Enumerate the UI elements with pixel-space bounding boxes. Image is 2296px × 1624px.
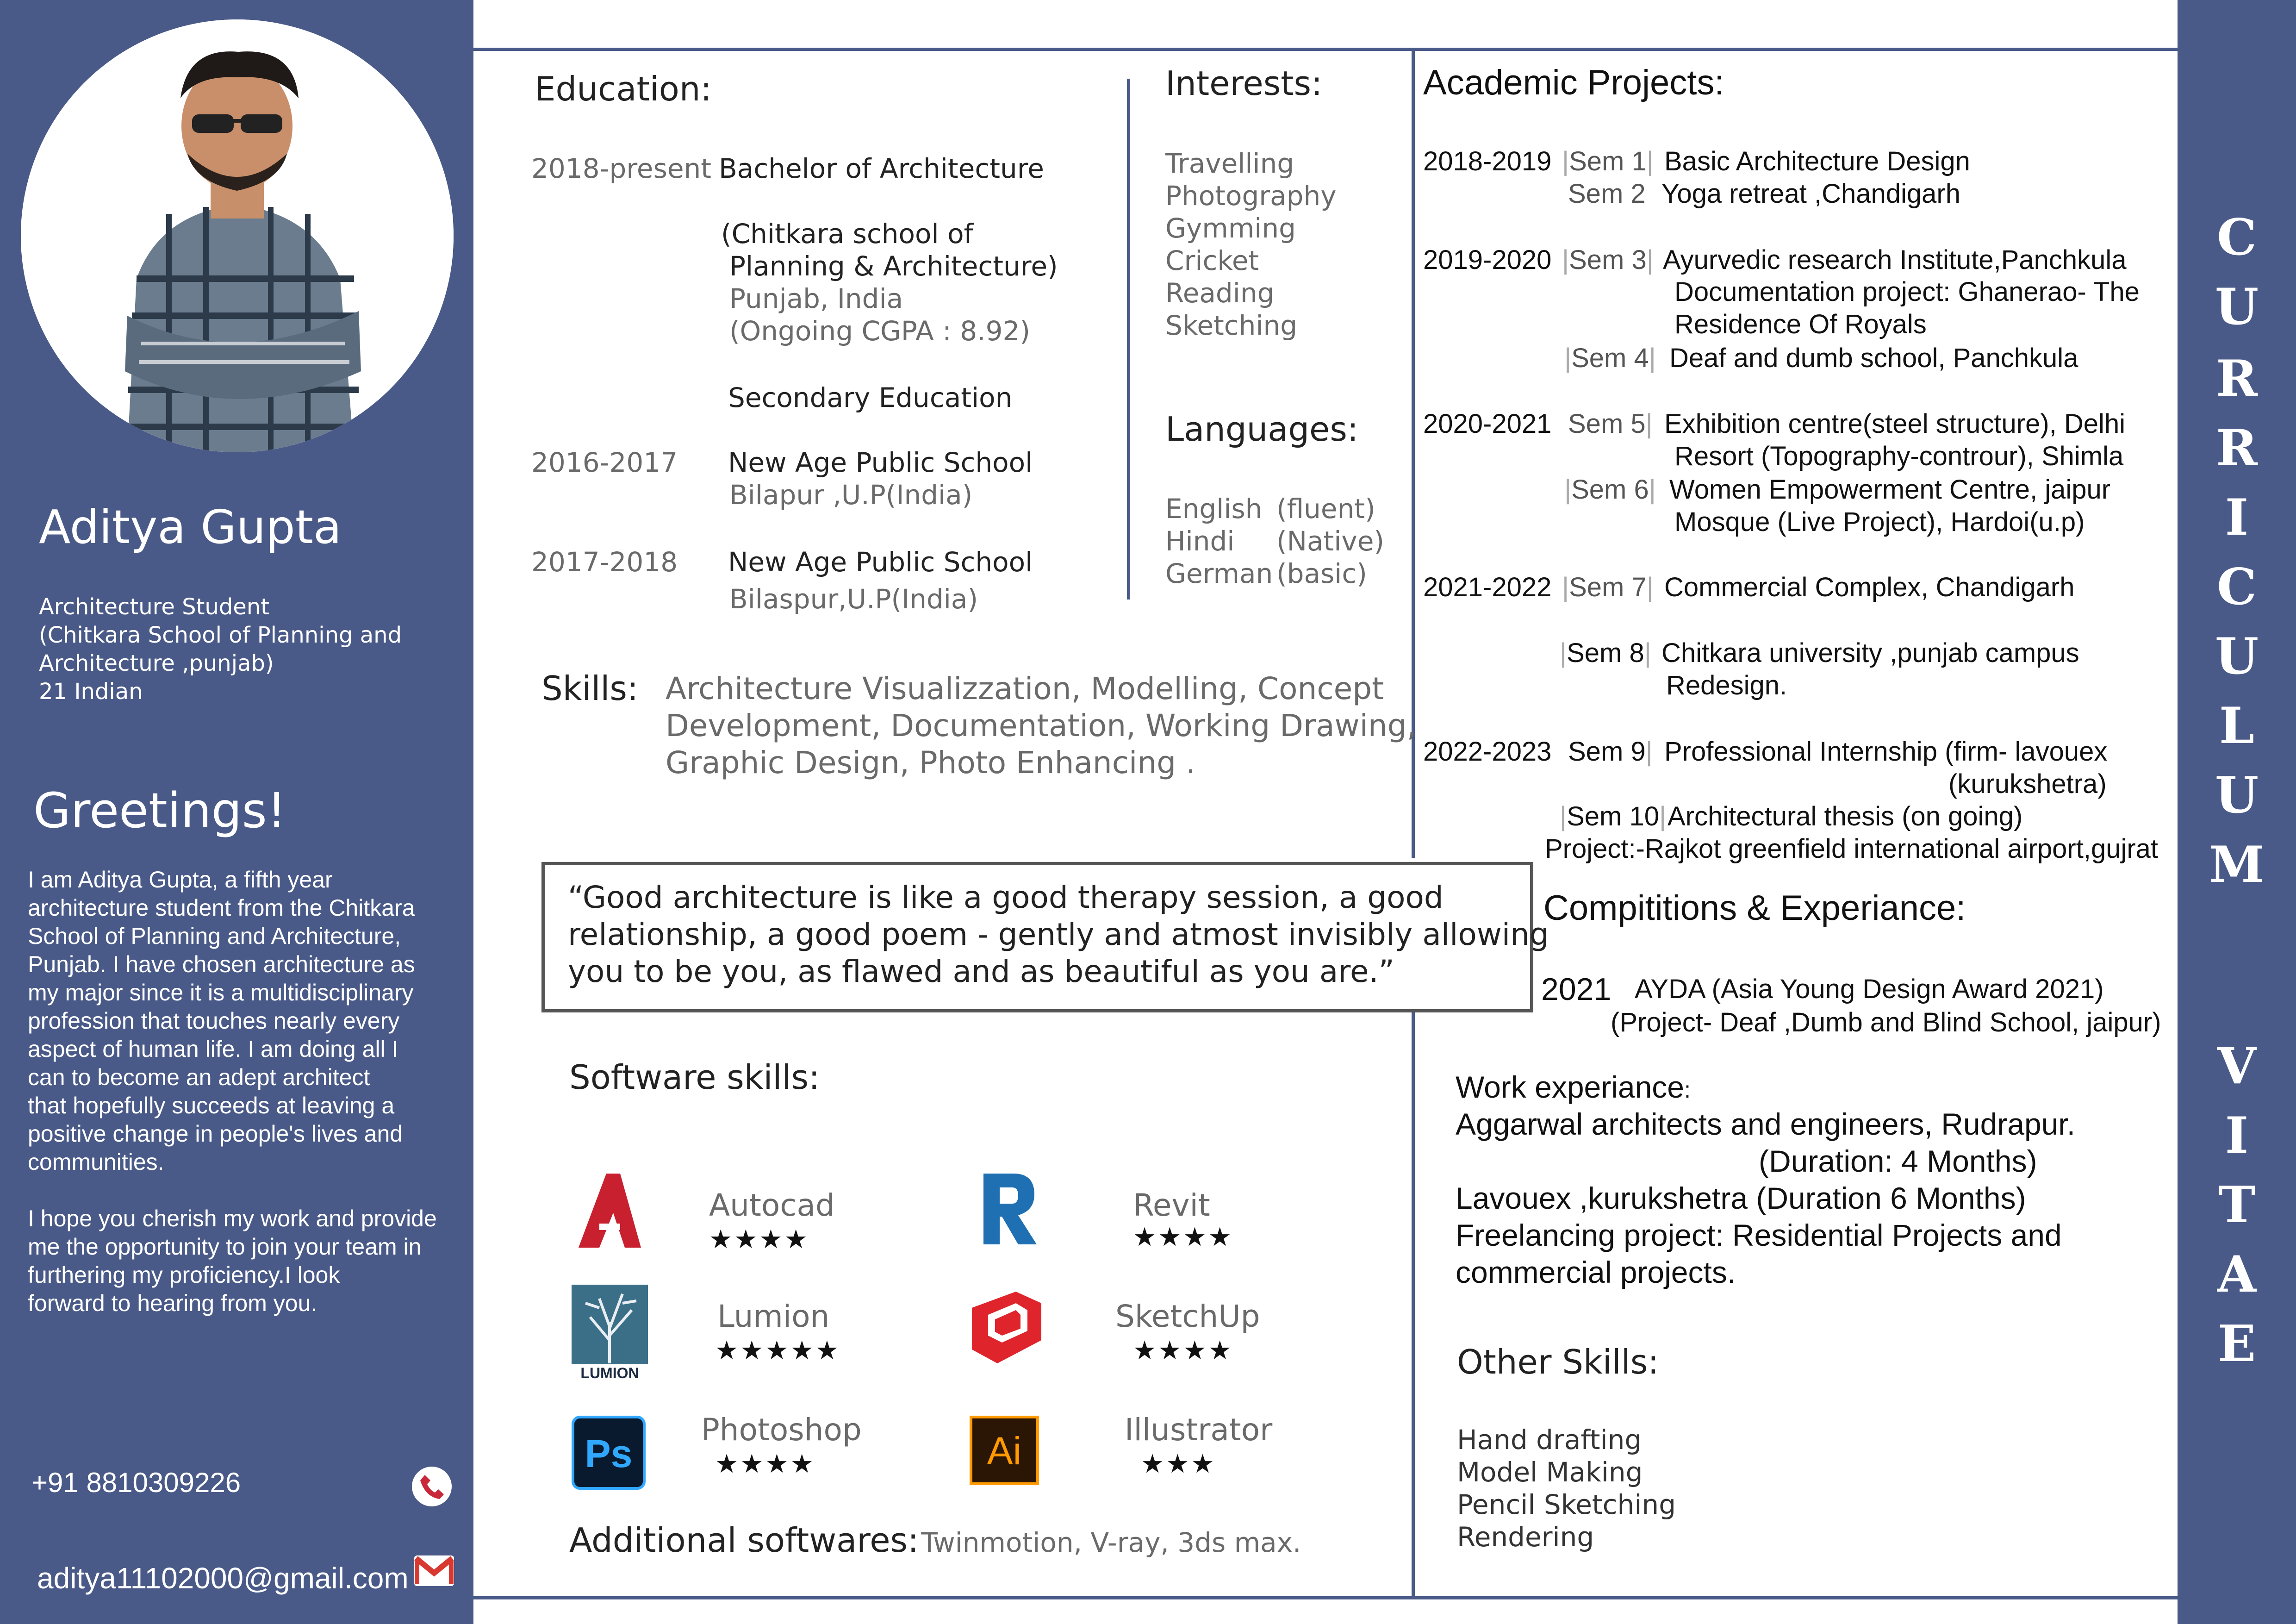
subtitle-line: 21 Indian (39, 679, 143, 705)
list-item: Model Making (1457, 1456, 1643, 1488)
quote-line: you to be you, as flawed and as beautiful as you are.” (568, 954, 1394, 989)
rating-stars: ★★★ (1141, 1449, 1216, 1479)
education-location: Bilapur ,U.P(India) (729, 479, 973, 511)
list-item: Pencil Sketching (1457, 1489, 1676, 1520)
project-name: Chitkara university ,punjab campus (1661, 638, 2079, 668)
additional-softwares: Additional softwares: Twinmotion, V-ray, 3ds max. (569, 1521, 1301, 1560)
software-name: Illustrator (1125, 1412, 1273, 1448)
list-item: German (basic) (1165, 558, 1367, 589)
rating-stars: ★★★★ (715, 1449, 815, 1479)
title-letter: A (2217, 1245, 2256, 1304)
skills-list: Architecture Visualizzation, Modelling, Concept Development, Documentation, Working Drawing, Graphic Design, Photo Enhancing . (666, 671, 1417, 781)
title-letter: M (2209, 836, 2265, 894)
rating-stars: ★★★★ (1133, 1336, 1233, 1366)
competition-project: (Project- Deaf ,Dumb and Blind School, jaipur) (1611, 1007, 2161, 1037)
semester-label: |Sem 7| (1562, 572, 1654, 602)
quote-box (541, 862, 1549, 1012)
work-experience-title: Work experiance: (1456, 1070, 1691, 1104)
lumion-icon: LUMION (572, 1285, 648, 1382)
rating-stars: ★★★★★ (715, 1336, 841, 1366)
top-border (473, 48, 2178, 51)
other-skills-list (1457, 1424, 1676, 1553)
project-name: Women Empowerment Centre, jaipur (1669, 475, 2111, 505)
title-letter: E (2217, 1315, 2256, 1373)
phone-number[interactable]: +91 8810309226 (31, 1467, 241, 1498)
work-line: commercial projects. (1456, 1255, 1736, 1289)
project-year: 2018-2019 (1423, 146, 1552, 176)
subtitle-line: Architecture Student (39, 594, 270, 620)
email-icon (414, 1555, 454, 1586)
software-name: Autocad (709, 1187, 835, 1223)
project-name: Commercial Complex, Chandigarh (1664, 572, 2075, 602)
project-name: Exhibition centre(steel structure), Delhi (1664, 409, 2126, 439)
title-letter: V (2217, 1037, 2256, 1095)
list-item: Hand drafting (1457, 1424, 1642, 1455)
education-year: 2017-2018 (531, 546, 678, 578)
greeting-title: Greetings! (33, 782, 286, 839)
column-divider (1412, 1005, 1415, 1599)
semester-label: |Sem 4| (1564, 343, 1656, 373)
education-location: Punjab, India (Ongoing CGPA : 8.92) (729, 283, 1031, 347)
education-degree: Bachelor of Architecture (719, 153, 1044, 184)
semester-label: Sem 5| (1568, 409, 1653, 439)
thesis-project: Project:-Rajkot greenfield international airport,gujrat (1545, 834, 2159, 864)
project-name: Documentation project: Ghanerao- The Residence Of Royals (1674, 277, 2140, 339)
education-title: Education: (535, 69, 712, 108)
rating-stars: ★★★★ (1133, 1222, 1233, 1252)
software-skills-title: Software skills: (569, 1058, 820, 1097)
project-name: Professional Internship (firm- lavouex (1664, 737, 2108, 767)
semester-label: |Sem 10| (1560, 801, 1667, 831)
project-name: Resort (Topography-controur), Shimla (1674, 441, 2124, 471)
person-avatar-icon (21, 19, 454, 452)
software-name: Revit (1133, 1187, 1210, 1223)
project-name: Architectural thesis (on going) (1668, 801, 2023, 831)
skills-label: Skills: (541, 669, 639, 708)
photoshop-icon: Ps (572, 1416, 646, 1490)
project-name: Mosque (Live Project), Hardoi(u.p) (1674, 507, 2085, 537)
list-item: Cricket (1165, 245, 1259, 276)
project-year: 2019-2020 (1423, 245, 1552, 275)
quote-line: relationship, a good poem - gently and atmost invisibly allowing (568, 917, 1549, 952)
list-item: Travelling (1165, 148, 1294, 179)
interest-divider (1127, 79, 1130, 600)
project-name: Yoga retreat ,Chandigarh (1661, 179, 1960, 209)
title-letter: U (2215, 627, 2259, 686)
autocad-icon (574, 1171, 643, 1250)
academic-projects-title: Academic Projects: (1423, 63, 1724, 102)
education-location: Bilaspur,U.P(India) (729, 583, 978, 615)
software-name: Lumion (717, 1299, 830, 1334)
title-letter: C (2217, 208, 2257, 267)
subtitle-line: (Chitkara School of Planning and (39, 622, 402, 648)
interests-list (1165, 147, 1337, 342)
title-letter: R (2216, 350, 2258, 408)
semester-label: Sem 2 (1568, 179, 1646, 209)
title-letter: L (2219, 697, 2254, 755)
languages-list (1165, 493, 1384, 590)
interests-title: Interests: (1165, 64, 1323, 103)
education-school: New Age Public School (728, 546, 1033, 578)
education-school: (Chitkara school of Planning & Architecture) (721, 218, 1058, 282)
title-letter: C (2217, 558, 2257, 616)
list-item: English (fluent) (1165, 493, 1375, 525)
title-letter: T (2218, 1176, 2256, 1234)
work-line: (Duration: 4 Months) (1759, 1144, 2037, 1178)
education-school: New Age Public School (728, 447, 1033, 478)
phone-icon (412, 1467, 452, 1506)
competitions-title: Compititions & Experiance: (1543, 888, 1966, 928)
project-name: Basic Architecture Design (1664, 146, 1970, 176)
software-name: SketchUp (1115, 1299, 1260, 1334)
project-name: (kurukshetra) (1948, 769, 2107, 799)
semester-label: Sem 9| (1568, 737, 1653, 767)
list-item: Photography (1165, 180, 1337, 212)
title-letter: U (2215, 278, 2259, 336)
work-line: Aggarwal architects and engineers, Rudrapur. (1456, 1107, 2076, 1141)
list-item: Reading (1165, 277, 1275, 309)
profile-photo (21, 19, 454, 452)
project-name: Redesign. (1666, 670, 1787, 700)
languages-title: Languages: (1165, 410, 1359, 449)
work-line: Lavouex ,kurukshetra (Duration 6 Months) (1456, 1181, 2026, 1215)
competition-award: AYDA (Asia Young Design Award 2021) (1635, 974, 2104, 1004)
project-year: 2022-2023 (1423, 737, 1552, 767)
competition-year: 2021 (1541, 972, 1612, 1007)
education-year: 2018-present (531, 153, 712, 184)
sketchup-icon (970, 1289, 1044, 1366)
title-letter: U (2215, 766, 2259, 824)
semester-label: |Sem 3| (1562, 245, 1654, 275)
project-name: Deaf and dumb school, Panchkula (1669, 343, 2078, 373)
title-letter: I (2225, 488, 2249, 547)
list-item: Gymming (1165, 212, 1296, 244)
title-letter: R (2216, 419, 2258, 477)
email-address[interactable]: aditya11102000@gmail.com (37, 1562, 409, 1595)
semester-label: |Sem 1| (1562, 146, 1654, 176)
education-year: 2016-2017 (531, 447, 678, 478)
revit-icon (979, 1171, 1039, 1245)
project-name: Ayurvedic research Institute,Panchkula (1663, 245, 2127, 275)
title-letter: I (2225, 1106, 2249, 1165)
project-year: 2021-2022 (1423, 572, 1552, 602)
bottom-border (473, 1596, 2178, 1599)
work-line: Freelancing project: Residential Projects and (1456, 1218, 2062, 1252)
semester-label: |Sem 6| (1564, 475, 1656, 505)
software-name: Photoshop (701, 1412, 862, 1448)
quote-line: “Good architecture is like a good therapy session, a good (568, 880, 1444, 915)
subtitle-line: Architecture ,punjab) (39, 650, 274, 676)
list-item: Rendering (1457, 1521, 1594, 1553)
secondary-education-heading: Secondary Education (728, 382, 1013, 413)
illustrator-icon: Ai (970, 1416, 1039, 1485)
candidate-name: Aditya Gupta (39, 500, 342, 554)
rating-stars: ★★★★ (709, 1224, 809, 1255)
greeting-paragraph: I am Aditya Gupta, a fifth year architecture student from the Chitkara School of Planning and Architecture, Punjab. I have chosen architecture as my major since it is a multidisciplinary profession that touches nearly every aspect of human life. I am doing all I can to become an adept architect that hopefully succeeds at leaving a positive change in people's lives and communities. I hope you cherish my work and provide me the opportunity to join your team in furthering my proficiency.I look forward to hearing from you. (28, 867, 437, 1316)
other-skills-title: Other Skills: (1457, 1343, 1659, 1381)
list-item: Sketching (1165, 310, 1298, 341)
list-item: Hindi (Native) (1165, 525, 1385, 557)
project-year: 2020-2021 (1423, 409, 1552, 439)
semester-label: |Sem 8| (1560, 638, 1651, 668)
